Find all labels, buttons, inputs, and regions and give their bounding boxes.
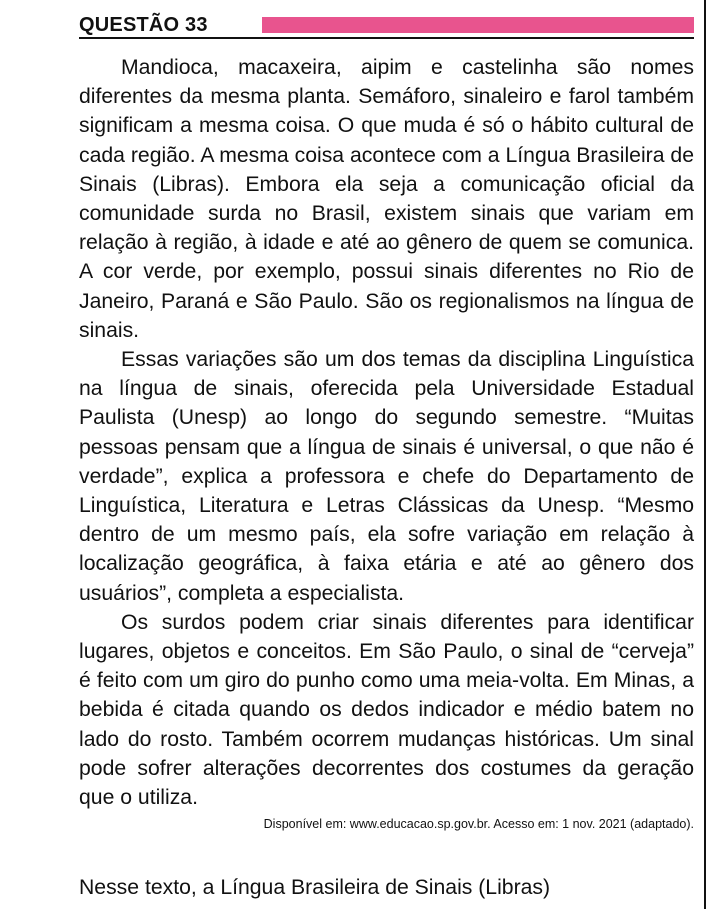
passage-paragraph-3: Os surdos podem criar sinais diferentes para identificar lugares, objetos e conceitos. Em São Paulo, o sinal de “cerveja” é feito com um giro do punho como uma meia-volta. Em Minas, a bebida é citada quando os dedos indicador e médio batem no lado do rosto. Também ocorrem mudanças históricas. Um sinal pode sofrer alterações decorrentes dos costumes da geração que o utiliza. — [79, 610, 694, 810]
passage-paragraph-2: Essas variações são um dos temas da disciplina Linguística na língua de sinais, oferecida pela Universidade Estadual Paulista (Unesp) ao longo do segundo semestre. “Muitas pessoas pensam que a língua de sinais é universal, o que não é verdade”, explica a professora e chefe do Departamento de Linguística, Literatura e Letras Clássicas da Unesp. “Mesmo dentro de um mesmo país, ela sofre variação em relação à localização geográfica, à faixa etária e até ao gênero dos usuários”, completa a especialista. — [79, 348, 694, 605]
question-number: QUESTÃO 33 — [79, 14, 208, 36]
passage-paragraph-1: Mandioca, macaxeira, aipim e castelinha são nomes diferentes da mesma planta. Semáforo, sinaleiro e farol também significam a mesma coisa. O que muda é só o hábito cultural de cada região. A mesma coisa acontece com a Língua Brasileira de Sinais (Libras). Embora ela seja a comunicação oficial da comunidade surda no Brasil, existem sinais que variam em relação à região, à idade e até ao gênero de quem se comunica. A cor verde, por exemplo, possui sinais diferentes no Rio de Janeiro, Paraná e São Paulo. São os regionalismos na língua de sinais. — [79, 56, 694, 342]
source-citation: Disponível em: www.educacao.sp.gov.br. Acesso em: 1 nov. 2021 (adaptado). — [263, 817, 694, 832]
question-header — [79, 12, 694, 38]
reading-passage — [79, 53, 694, 832]
header-underline — [79, 37, 694, 39]
header-accent-bar — [262, 17, 694, 33]
right-margin-rule — [704, 0, 706, 909]
question-stem: Nesse texto, a Língua Brasileira de Sinais (Libras) — [79, 876, 551, 899]
